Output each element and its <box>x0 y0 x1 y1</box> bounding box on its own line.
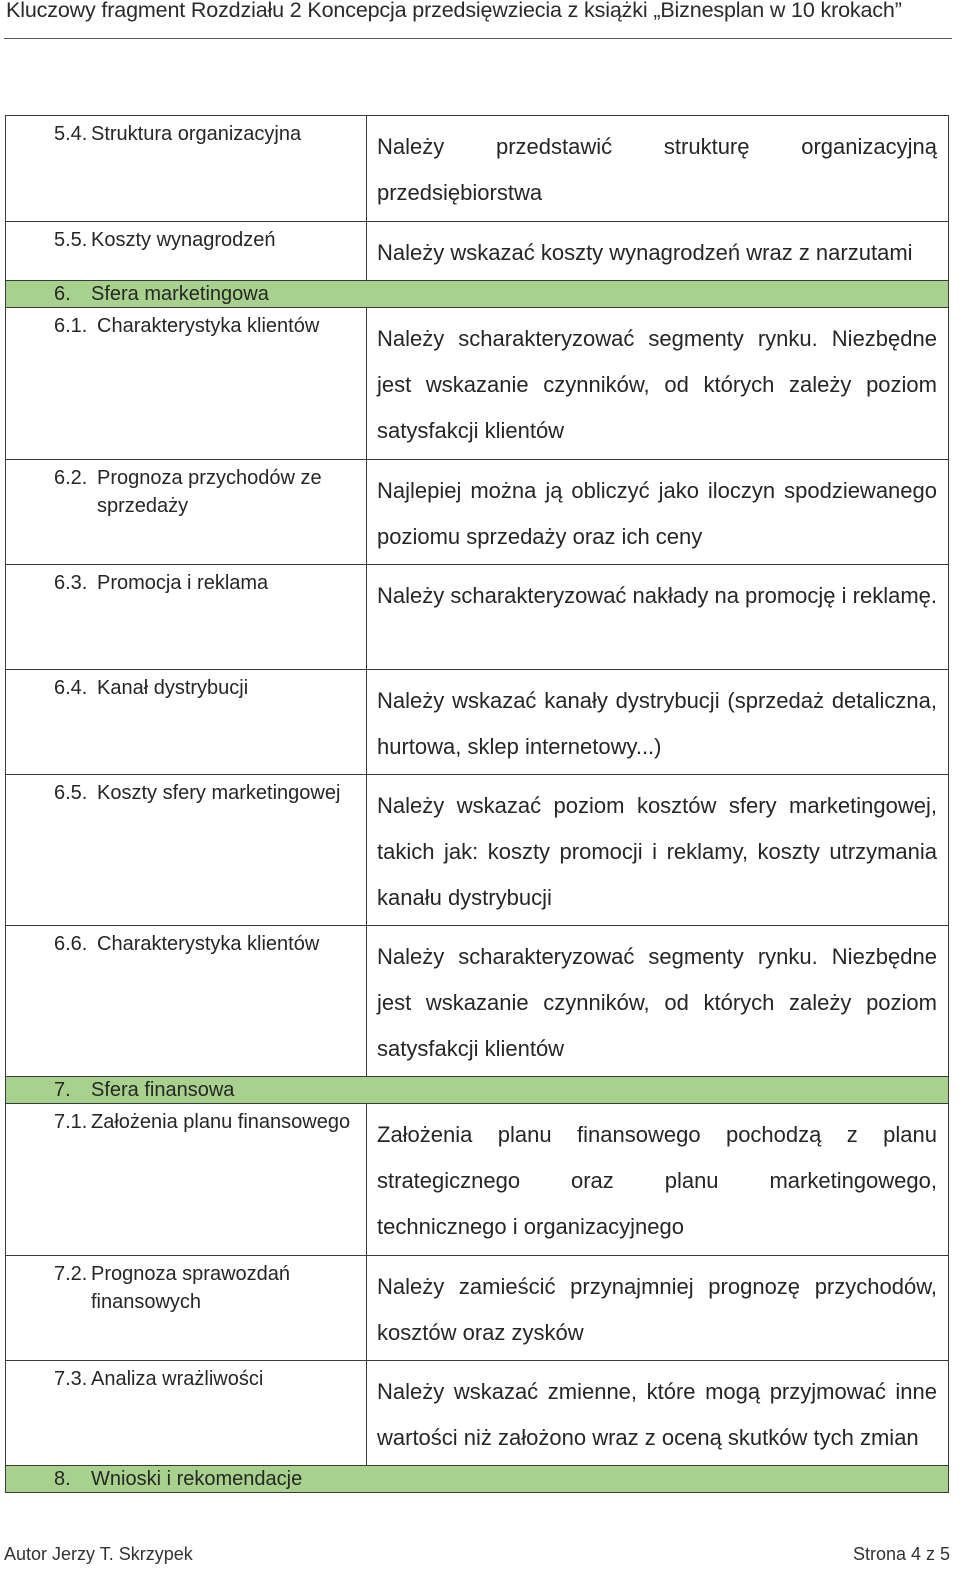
item-description: Należy zamieścić przynajmniej prognozę przychodów, kosztów oraz zysków <box>377 1274 937 1345</box>
section-label: Sfera finansowa <box>91 1079 235 1101</box>
item-number: 5.5. <box>54 229 88 251</box>
description-cell <box>367 308 949 460</box>
label-cell <box>6 308 367 460</box>
page-header <box>4 0 952 39</box>
table-row <box>6 926 949 1077</box>
table-row <box>6 1104 949 1256</box>
label-cell <box>6 1361 367 1466</box>
table-row <box>6 460 949 565</box>
item-label: Koszty sfery marketingowej <box>97 782 341 804</box>
item-number: 6.4. <box>54 677 88 699</box>
section-label: Wnioski i rekomendacje <box>91 1468 303 1490</box>
item-label: Prognoza sprawozdań finansowych <box>91 1263 291 1313</box>
description-cell <box>367 670 949 775</box>
label-cell <box>6 670 367 775</box>
section-number: 7. <box>54 1079 71 1101</box>
item-label: Koszty wynagrodzeń <box>91 229 276 251</box>
description-cell <box>367 116 949 222</box>
section-number: 6. <box>54 283 71 305</box>
section-row <box>6 281 949 308</box>
section-cell <box>6 1466 949 1493</box>
footer-page-number: Strona 4 z 5 <box>852 1544 950 1564</box>
item-label: Analiza wrażliwości <box>91 1368 264 1390</box>
item-description: Należy scharakteryzować nakłady na promocję i reklamę. <box>377 583 938 608</box>
document-title: Kluczowy fragment Rozdziału 2 Koncepcja przedsięwziecia z książki „Biznesplan w 10 krokach” <box>6 0 902 22</box>
section-label: Sfera marketingowa <box>91 283 269 305</box>
description-cell <box>367 1256 949 1361</box>
item-number: 6.5. <box>54 782 88 804</box>
table-row <box>6 308 949 460</box>
table-row <box>6 775 949 926</box>
item-number: 6.6. <box>54 933 88 955</box>
item-description: Należy scharakteryzować segmenty rynku. Niezbędne jest wskazanie czynników, od których zależy poziom satysfakcji klientów <box>377 944 937 1061</box>
label-cell <box>6 116 367 222</box>
table-row <box>6 565 949 670</box>
item-description: Najlepiej można ją obliczyć jako iloczyn spodziewanego poziomu sprzedaży oraz ich ceny <box>377 478 937 549</box>
label-cell <box>6 775 367 926</box>
item-label: Kanał dystrybucji <box>97 677 249 699</box>
table-row <box>6 1256 949 1361</box>
item-description: Należy wskazać kanały dystrybucji (sprzedaż detaliczna, hurtowa, sklep internetowy...) <box>377 688 937 759</box>
item-label: Promocja i reklama <box>97 572 269 594</box>
table-row <box>6 1361 949 1466</box>
item-label: Założenia planu finansowego <box>91 1111 351 1133</box>
item-number: 7.2. <box>54 1263 88 1285</box>
label-cell <box>6 926 367 1077</box>
item-description: Należy przedstawić strukturę organizacyjną przedsiębiorstwa <box>377 134 937 205</box>
item-number: 7.1. <box>54 1111 88 1133</box>
business-plan-table <box>5 115 949 1493</box>
section-row <box>6 1466 949 1493</box>
label-cell <box>6 460 367 565</box>
item-label: Charakterystyka klientów <box>97 933 320 955</box>
item-label: Prognoza przychodów ze sprzedaży <box>97 467 322 517</box>
section-cell <box>6 281 949 308</box>
description-cell <box>367 1104 949 1256</box>
item-number: 6.1. <box>54 315 88 337</box>
section-row <box>6 1077 949 1104</box>
label-cell <box>6 565 367 670</box>
item-number: 5.4. <box>54 123 88 145</box>
table-row <box>6 670 949 775</box>
item-description: Należy wskazać koszty wynagrodzeń wraz z narzutami <box>377 240 913 265</box>
description-cell <box>367 460 949 565</box>
description-cell <box>367 565 949 670</box>
item-description: Należy wskazać poziom kosztów sfery marketingowej, takich jak: koszty promocji i reklamy, koszty utrzymania kanału dystrybucji <box>377 793 937 910</box>
item-number: 6.2. <box>54 467 88 489</box>
item-description: Założenia planu finansowego pochodzą z planu strategicznego oraz planu marketingowego, technicznego i organizacyjnego <box>377 1122 937 1239</box>
footer-author: Autor Jerzy T. Skrzypek <box>4 1544 193 1564</box>
label-cell <box>6 222 367 281</box>
section-number: 8. <box>54 1468 71 1490</box>
label-cell <box>6 1104 367 1256</box>
section-cell <box>6 1077 949 1104</box>
table-row <box>6 116 949 222</box>
item-description: Należy wskazać zmienne, które mogą przyjmować inne wartości niż założono wraz z oceną skutków tych zmian <box>377 1379 937 1450</box>
item-label: Struktura organizacyjna <box>91 123 302 145</box>
description-cell <box>367 926 949 1077</box>
item-label: Charakterystyka klientów <box>97 315 320 337</box>
label-cell <box>6 1256 367 1361</box>
table-row <box>6 222 949 281</box>
item-description: Należy scharakteryzować segmenty rynku. Niezbędne jest wskazanie czynników, od których zależy poziom satysfakcji klientów <box>377 326 937 443</box>
item-number: 7.3. <box>54 1368 88 1390</box>
description-cell <box>367 1361 949 1466</box>
item-number: 6.3. <box>54 572 88 594</box>
description-cell <box>367 775 949 926</box>
description-cell <box>367 222 949 281</box>
